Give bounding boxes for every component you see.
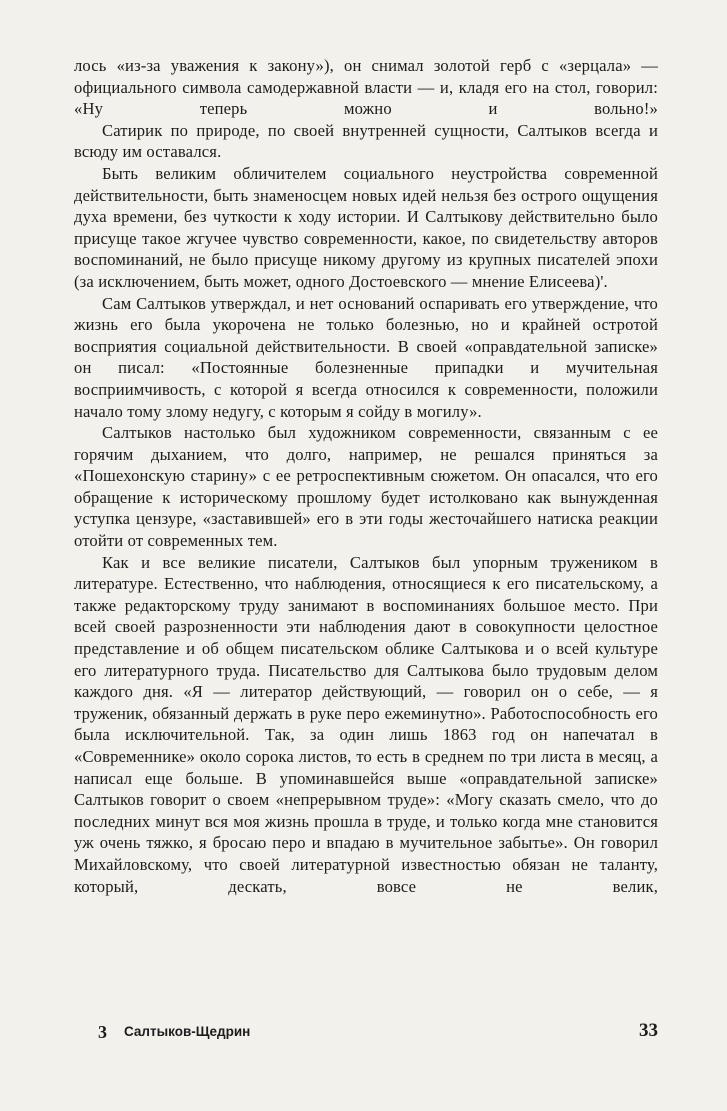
paragraph-poshekhonye: Салтыков настолько был художником современности, связанным с ее горячим дыханием, что долго, например, не решался приняться за «Пошехонскую старину» с ее ретроспективным сюжетом. Он опасался, что его обращение к историческому прошлому будет истолковано как вынужденная уступка цензуре, «заставившей» его в эти годы жесточайшего натиска реакции отойти от современных тем. (74, 423, 658, 551)
paragraph-satirist: Сатирик по природе, по своей внутренней сущности, Салтыков всегда и всюду им оставался. (74, 120, 658, 162)
paragraph-modernity: Быть великим обличителем социального неустройства современной действительности, быть знаменосцем новых идей нельзя без острого ощущения духа времени, без чуткости к ходу истории. И Салтыкову действительно было присуще такое жгучее чувство современности, какое, по свидетельству авторов воспоминаний, не было присуще никому другому из крупных писателей эпохи (за исключением, быть может, одного Достоевского — мнение Елисеева)'. (74, 163, 658, 291)
page-body (74, 55, 658, 897)
paragraph-work: Как и все великие писатели, Салтыков был упорным тружеником в литературе. Естественно, что наблюдения, относящиеся к его писательскому, а также редакторскому труду занимают в воспоминаниях большое место. При всей своей разрозненности эти наблюдения дают в совокупности целостное представление и об общем писательском облике Салтыкова и о всей культуре его литературного труда. Писательство для Салтыкова было трудовым делом каждого дня. «Я — литератор действующий, — говорил он о себе, — я труженик, обязанный держать в руке перо ежеминутно». Работоспособность его была исключительной. Так, за один лишь 1863 год он напечатал в «Современнике» около сорока листов, то есть в среднем по три листа в месяц, а написал еще больше. В упоминавшейся выше «оправдательной записке» Салтыков говорит о своем «непрерывном труде»: «Могу сказать смело, что до последних минут вся моя жизнь прошла в труде, и только когда мне становится уж очень тяжко, я бросаю перо и впадаю в мучительное забытье». Он говорил Михайловскому, что своей литературной известностью обязан не таланту, который, дескать, вовсе не велик, (74, 552, 658, 896)
paragraph-illness: Сам Салтыков утверждал, и нет оснований оспаривать его утверждение, что жизнь его была укорочена не только болезнью, но и крайней остротой восприятия социальной действительности. В своей «оправдательной записке» он писал: «Постоянные болезненные припадки и мучительная восприимчивость, с которой я всегда относился к современности, положили начало тому злому недугу, с которым я сойду в могилу». (74, 293, 658, 421)
signature-number: 3 (98, 1022, 107, 1042)
page-number: 33 (639, 1020, 658, 1041)
paragraph-continued: лось «из-за уважения к закону»), он снимал золотой герб с «зерцала» — официального символа самодержавной власти — и, кладя его на стол, говорил: «Ну теперь можно и вольно!» (74, 56, 658, 119)
page-footer (74, 1020, 658, 1046)
signature-text: Салтыков-Щедрин (124, 1024, 251, 1039)
